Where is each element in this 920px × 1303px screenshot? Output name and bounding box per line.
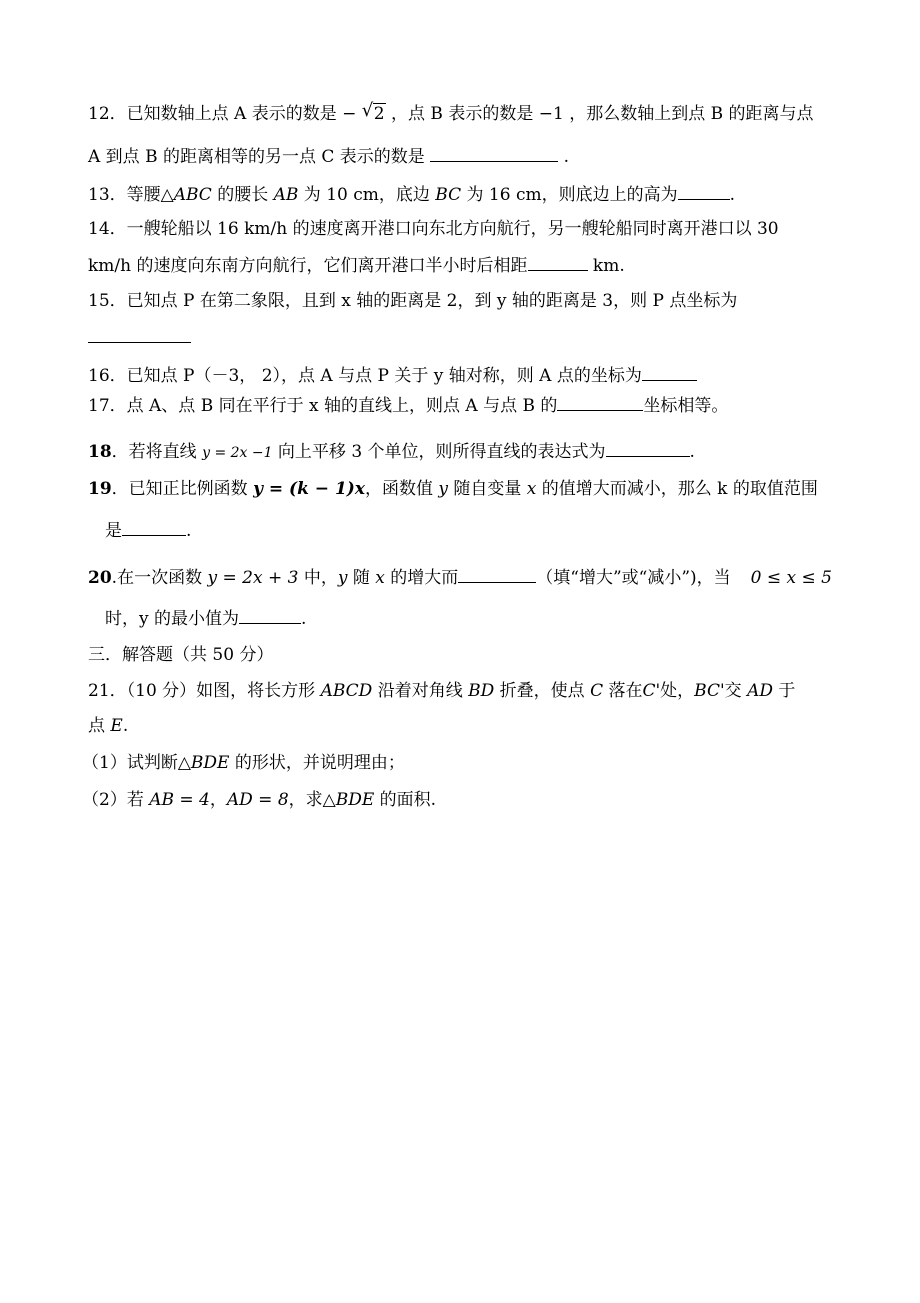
question-19-line-2 bbox=[105, 519, 191, 542]
question-19-line-1 bbox=[88, 478, 818, 500]
q21-p2-text-d: 的面积. bbox=[374, 790, 437, 810]
q18-number: 18 bbox=[88, 442, 112, 462]
q20-text-a: .在一次函数 bbox=[111, 568, 208, 588]
q18-equation: y = 2x −1 bbox=[202, 445, 273, 461]
question-12-line-2 bbox=[88, 145, 569, 168]
q20-y: y bbox=[337, 568, 348, 588]
q21-p1-bde: BDE bbox=[190, 753, 230, 773]
question-14-line-1 bbox=[88, 218, 779, 240]
q21-p2-text-b: ， bbox=[209, 790, 227, 810]
q19-text-c: 随自变量 bbox=[447, 479, 527, 499]
q21-text-l2: 点 bbox=[88, 716, 111, 736]
q21-c: C bbox=[590, 681, 604, 701]
q12-sqrt-arg: 2 bbox=[373, 104, 385, 124]
q17-text-b: 坐标相等。 bbox=[643, 396, 729, 416]
question-18 bbox=[88, 440, 695, 464]
question-15-line-1 bbox=[88, 290, 737, 312]
q21-text-e: 处， bbox=[660, 681, 695, 701]
q14-answer-blank[interactable] bbox=[528, 254, 588, 271]
q12-end: . bbox=[563, 147, 570, 167]
q17-text-a: 17．点 A、点 B 同在平行于 x 轴的直线上，则点 A 与点 B 的 bbox=[88, 396, 558, 416]
q12-text-l2: A 到点 B 的距离相等的另一点 C 表示的数是 bbox=[88, 147, 425, 167]
q20-number: 20 bbox=[88, 568, 112, 588]
q20-equation: y = 2x + 3 bbox=[207, 568, 299, 588]
question-17 bbox=[88, 394, 728, 417]
q21-abcd: ABCD bbox=[320, 681, 373, 701]
q13-abc: ABC bbox=[173, 185, 212, 205]
q18-end: . bbox=[689, 442, 695, 462]
q21-text-b: 沿着对角线 bbox=[372, 681, 469, 701]
q12-sqrt-expression bbox=[361, 100, 386, 125]
q21-text-d: 落在 bbox=[603, 681, 643, 701]
q21-p2-ab: AB = 4 bbox=[149, 790, 210, 810]
q13-end: . bbox=[729, 185, 736, 205]
question-21-part-1 bbox=[82, 752, 405, 774]
q12-answer-blank[interactable] bbox=[430, 145, 558, 162]
q20-answer-blank-1[interactable] bbox=[458, 566, 536, 583]
question-16 bbox=[88, 364, 697, 387]
q20-x: x bbox=[375, 568, 385, 588]
q21-e: E bbox=[110, 716, 123, 736]
q15-answer-blank[interactable] bbox=[88, 326, 191, 343]
question-13 bbox=[88, 183, 735, 206]
q19-number: 19 bbox=[88, 479, 112, 499]
q19-y: y bbox=[438, 479, 448, 499]
q21-p2-ad: AD = 8 bbox=[226, 790, 289, 810]
q18-answer-blank[interactable] bbox=[606, 440, 690, 457]
question-20-line-2 bbox=[105, 607, 306, 630]
q21-p2-bde: BDE bbox=[335, 790, 375, 810]
q19-text-l2: 是 bbox=[105, 521, 122, 541]
q20-text-e: （填“增大”或“减小”)，当 bbox=[536, 568, 731, 588]
q13-answer-blank[interactable] bbox=[678, 183, 730, 200]
q19-end: . bbox=[186, 521, 192, 541]
q21-text-g: 于 bbox=[773, 681, 796, 701]
q12-text-d: ，那么数轴上到点 B 的距离与点 bbox=[569, 104, 814, 124]
q13-bc: BC bbox=[435, 185, 462, 205]
q19-text-d: 的值增大而减小，那么 k 的取值范围 bbox=[536, 479, 818, 499]
q13-text-a: 13．等腰△ bbox=[88, 185, 174, 205]
section-3-title: 三．解答题（共 50 分） bbox=[88, 645, 274, 665]
q21-text-c: 折叠，使点 bbox=[494, 681, 591, 701]
q20-text-l2: 时，y 的最小值为 bbox=[105, 609, 240, 629]
question-21-part-2 bbox=[82, 789, 436, 811]
q12-neg-sign: − bbox=[342, 104, 357, 124]
q18-text-b: 向上平移 3 个单位，则所得直线的表达式为 bbox=[272, 442, 606, 462]
q21-ad: AD bbox=[747, 681, 773, 701]
q20-text-d: 的增大而 bbox=[384, 568, 459, 588]
q13-text-d: 为 16 cm，则底边上的高为 bbox=[461, 185, 678, 205]
radical-sign-icon: √ bbox=[361, 100, 374, 121]
q20-answer-blank-2[interactable] bbox=[239, 607, 301, 624]
q21-text-f: 交 bbox=[724, 681, 748, 701]
section-3-heading bbox=[88, 644, 273, 666]
q21-text-a: 21．（10 分）如图，将长方形 bbox=[88, 681, 321, 701]
q21-p1-text-a: （1）试判断△ bbox=[82, 753, 191, 773]
q16-text: 16．已知点 P（－3， 2），点 A 与点 P 关于 y 轴对称，则 A 点的坐标为 bbox=[88, 366, 642, 386]
q21-cprime: C' bbox=[642, 681, 661, 701]
q19-text-b: ，函数值 bbox=[364, 479, 439, 499]
q15-text: 15．已知点 P 在第二象限，且到 x 轴的距离是 2，到 y 轴的距离是 3，则 P 点坐标为 bbox=[88, 291, 738, 311]
q20-end: . bbox=[301, 609, 307, 629]
q19-equation: y = (k − 1)x bbox=[253, 479, 365, 499]
q12-text-b: ，点 B 表示的数是 bbox=[391, 104, 534, 124]
q21-bd: BD bbox=[468, 681, 495, 701]
q19-answer-blank[interactable] bbox=[122, 519, 186, 536]
q20-text-b: 中， bbox=[298, 568, 338, 588]
q20-text-c: 随 bbox=[347, 568, 376, 588]
question-21-line-1 bbox=[88, 680, 795, 702]
q19-text-a: ．已知正比例函数 bbox=[111, 479, 254, 499]
q18-text-a: ．若将直线 bbox=[111, 442, 203, 462]
q14-text-l1: 14．一艘轮船以 16 km/h 的速度离开港口向东北方向航行，另一艘轮船同时离开港口以 30 bbox=[88, 219, 779, 239]
question-15-line-2 bbox=[88, 326, 191, 349]
question-12-line-1 bbox=[88, 100, 814, 125]
question-20-line-1 bbox=[88, 566, 832, 589]
q21-bcprime: BC' bbox=[694, 681, 725, 701]
q16-answer-blank[interactable] bbox=[642, 364, 697, 381]
q14-text-l2b: km. bbox=[587, 256, 625, 276]
q21-p2-text-c: ，求△ bbox=[288, 790, 336, 810]
q14-text-l2a: km/h 的速度向东南方向航行，它们离开港口半小时后相距 bbox=[88, 256, 528, 276]
q21-p1-text-b: 的形状，并说明理由； bbox=[229, 753, 405, 773]
question-14-line-2 bbox=[88, 254, 625, 277]
q17-answer-blank[interactable] bbox=[557, 394, 643, 411]
question-21-line-2 bbox=[88, 715, 128, 737]
q20-range: 0 ≤ x ≤ 5 bbox=[750, 568, 832, 588]
q13-ab: AB bbox=[273, 185, 299, 205]
q13-text-c: 为 10 cm，底边 bbox=[298, 185, 436, 205]
q21-l2-end: . bbox=[122, 716, 129, 736]
q12-text-a: 12．已知数轴上点 A 表示的数是 bbox=[88, 104, 337, 124]
q13-text-b: 的腰长 bbox=[211, 185, 274, 205]
q19-x: x bbox=[526, 479, 537, 499]
q21-p2-text-a: （2）若 bbox=[82, 790, 150, 810]
q12-neg-one: −1 bbox=[538, 104, 564, 124]
